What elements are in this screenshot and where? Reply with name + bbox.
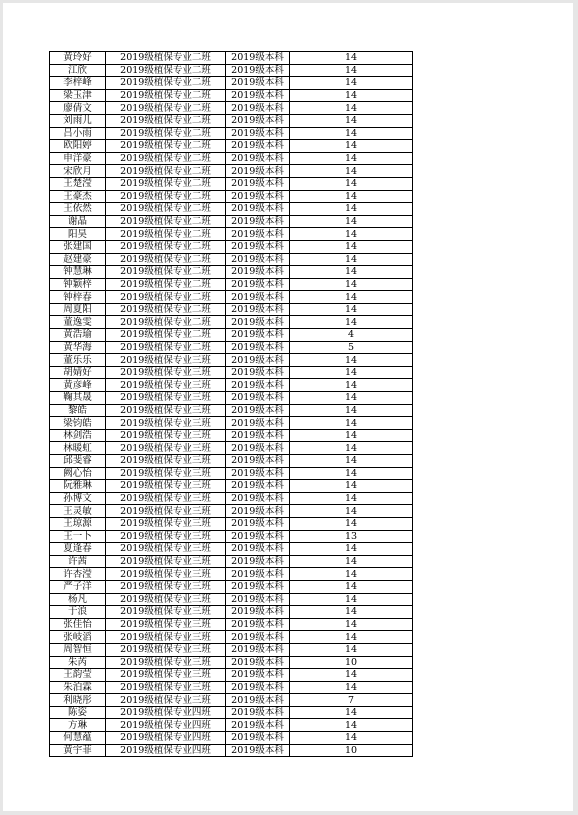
count-cell: 14 — [290, 64, 413, 77]
count-cell: 14 — [290, 203, 413, 216]
table-row — [50, 580, 413, 593]
grade-cell: 2019级本科 — [226, 228, 290, 241]
class-cell: 2019级植保专业二班 — [106, 152, 226, 165]
count-cell: 14 — [290, 580, 413, 593]
student-table-body — [50, 52, 413, 757]
count-cell: 14 — [290, 52, 413, 65]
class-cell: 2019级植保专业三班 — [106, 568, 226, 581]
table-row — [50, 706, 413, 719]
grade-cell: 2019级本科 — [226, 354, 290, 367]
class-cell: 2019级植保专业二班 — [106, 253, 226, 266]
table-row — [50, 165, 413, 178]
count-cell: 14 — [290, 240, 413, 253]
count-cell: 14 — [290, 681, 413, 694]
class-cell: 2019级植保专业三班 — [106, 392, 226, 405]
table-row — [50, 140, 413, 153]
student-name-cell: 王楚滢 — [50, 177, 106, 190]
student-name-cell: 朱芮 — [50, 656, 106, 669]
class-cell: 2019级植保专业三班 — [106, 643, 226, 656]
class-cell: 2019级植保专业二班 — [106, 203, 226, 216]
grade-cell: 2019级本科 — [226, 706, 290, 719]
grade-cell: 2019级本科 — [226, 580, 290, 593]
grade-cell: 2019级本科 — [226, 316, 290, 329]
grade-cell: 2019级本科 — [226, 392, 290, 405]
grade-cell: 2019级本科 — [226, 203, 290, 216]
student-name-cell: 利晓彤 — [50, 694, 106, 707]
count-cell: 14 — [290, 442, 413, 455]
table-row — [50, 606, 413, 619]
student-name-cell: 严子洋 — [50, 580, 106, 593]
table-row — [50, 643, 413, 656]
table-row — [50, 240, 413, 253]
table-row — [50, 618, 413, 631]
grade-cell: 2019级本科 — [226, 492, 290, 505]
student-name-cell: 张岐滔 — [50, 631, 106, 644]
table-row — [50, 341, 413, 354]
grade-cell: 2019级本科 — [226, 505, 290, 518]
grade-cell: 2019级本科 — [226, 530, 290, 543]
count-cell: 14 — [290, 719, 413, 732]
grade-cell: 2019级本科 — [226, 177, 290, 190]
count-cell: 14 — [290, 354, 413, 367]
table-row — [50, 253, 413, 266]
class-cell: 2019级植保专业三班 — [106, 480, 226, 493]
student-name-cell: 张建国 — [50, 240, 106, 253]
class-cell: 2019级植保专业三班 — [106, 530, 226, 543]
count-cell: 4 — [290, 329, 413, 342]
count-cell: 14 — [290, 77, 413, 90]
student-name-cell: 廖倩文 — [50, 102, 106, 115]
class-cell: 2019级植保专业二班 — [106, 127, 226, 140]
grade-cell: 2019级本科 — [226, 442, 290, 455]
count-cell: 14 — [290, 228, 413, 241]
table-row — [50, 555, 413, 568]
grade-cell: 2019级本科 — [226, 266, 290, 279]
student-name-cell: 王灵敏 — [50, 505, 106, 518]
table-row — [50, 303, 413, 316]
class-cell: 2019级植保专业三班 — [106, 517, 226, 530]
class-cell: 2019级植保专业二班 — [106, 52, 226, 65]
student-name-cell: 黄宇菲 — [50, 744, 106, 757]
student-name-cell: 梁玉津 — [50, 89, 106, 102]
student-name-cell: 宋欣月 — [50, 165, 106, 178]
table-row — [50, 455, 413, 468]
table-row — [50, 89, 413, 102]
grade-cell: 2019级本科 — [226, 341, 290, 354]
class-cell: 2019级植保专业二班 — [106, 291, 226, 304]
student-name-cell: 董逸雯 — [50, 316, 106, 329]
table-row — [50, 669, 413, 682]
count-cell: 14 — [290, 429, 413, 442]
grade-cell: 2019级本科 — [226, 127, 290, 140]
grade-cell: 2019级本科 — [226, 215, 290, 228]
class-cell: 2019级植保专业二班 — [106, 165, 226, 178]
class-cell: 2019级植保专业三班 — [106, 593, 226, 606]
class-cell: 2019级植保专业三班 — [106, 366, 226, 379]
table-row — [50, 530, 413, 543]
student-name-cell: 欧阳婷 — [50, 140, 106, 153]
count-cell: 14 — [290, 643, 413, 656]
table-row — [50, 656, 413, 669]
count-cell: 14 — [290, 618, 413, 631]
grade-cell: 2019级本科 — [226, 404, 290, 417]
table-row — [50, 177, 413, 190]
table-row — [50, 203, 413, 216]
student-name-cell: 梁钧皓 — [50, 417, 106, 430]
grade-cell: 2019级本科 — [226, 669, 290, 682]
class-cell: 2019级植保专业二班 — [106, 341, 226, 354]
grade-cell: 2019级本科 — [226, 517, 290, 530]
student-name-cell: 钟颖梓 — [50, 278, 106, 291]
grade-cell: 2019级本科 — [226, 606, 290, 619]
count-cell: 14 — [290, 517, 413, 530]
grade-cell: 2019级本科 — [226, 744, 290, 757]
count-cell: 14 — [290, 140, 413, 153]
class-cell: 2019级植保专业二班 — [106, 140, 226, 153]
student-name-cell: 王依然 — [50, 203, 106, 216]
student-name-cell: 钟梓春 — [50, 291, 106, 304]
student-name-cell: 王琼源 — [50, 517, 106, 530]
count-cell: 14 — [290, 114, 413, 127]
student-name-cell: 申洋豪 — [50, 152, 106, 165]
class-cell: 2019级植保专业三班 — [106, 417, 226, 430]
student-name-cell: 鞠其晟 — [50, 392, 106, 405]
class-cell: 2019级植保专业二班 — [106, 316, 226, 329]
class-cell: 2019级植保专业三班 — [106, 669, 226, 682]
student-name-cell: 黄彦峰 — [50, 379, 106, 392]
class-cell: 2019级植保专业三班 — [106, 618, 226, 631]
student-name-cell: 阳昊 — [50, 228, 106, 241]
count-cell: 14 — [290, 379, 413, 392]
grade-cell: 2019级本科 — [226, 429, 290, 442]
count-cell: 14 — [290, 669, 413, 682]
student-name-cell: 李梓峰 — [50, 77, 106, 90]
grade-cell: 2019级本科 — [226, 732, 290, 745]
table-row — [50, 681, 413, 694]
count-cell: 14 — [290, 190, 413, 203]
student-name-cell: 黄浩瑜 — [50, 329, 106, 342]
count-cell: 14 — [290, 127, 413, 140]
grade-cell: 2019级本科 — [226, 543, 290, 556]
grade-cell: 2019级本科 — [226, 89, 290, 102]
grade-cell: 2019级本科 — [226, 366, 290, 379]
grade-cell: 2019级本科 — [226, 656, 290, 669]
class-cell: 2019级植保专业三班 — [106, 580, 226, 593]
table-row — [50, 77, 413, 90]
table-row — [50, 694, 413, 707]
student-name-cell: 林暖虹 — [50, 442, 106, 455]
student-name-cell: 胡婧好 — [50, 366, 106, 379]
grade-cell: 2019级本科 — [226, 719, 290, 732]
table-row — [50, 480, 413, 493]
student-name-cell: 方琳 — [50, 719, 106, 732]
count-cell: 14 — [290, 404, 413, 417]
student-name-cell: 许杏滢 — [50, 568, 106, 581]
class-cell: 2019级植保专业三班 — [106, 354, 226, 367]
count-cell: 14 — [290, 568, 413, 581]
class-cell: 2019级植保专业二班 — [106, 278, 226, 291]
table-row — [50, 404, 413, 417]
count-cell: 10 — [290, 656, 413, 669]
class-cell: 2019级植保专业二班 — [106, 329, 226, 342]
grade-cell: 2019级本科 — [226, 631, 290, 644]
table-row — [50, 64, 413, 77]
table-row — [50, 190, 413, 203]
class-cell: 2019级植保专业二班 — [106, 215, 226, 228]
grade-cell: 2019级本科 — [226, 303, 290, 316]
grade-cell: 2019级本科 — [226, 64, 290, 77]
class-cell: 2019级植保专业三班 — [106, 505, 226, 518]
student-name-cell: 钟慧琳 — [50, 266, 106, 279]
class-cell: 2019级植保专业四班 — [106, 719, 226, 732]
count-cell: 14 — [290, 89, 413, 102]
class-cell: 2019级植保专业三班 — [106, 694, 226, 707]
count-cell: 14 — [290, 492, 413, 505]
count-cell: 7 — [290, 694, 413, 707]
student-name-cell: 邱斐睿 — [50, 455, 106, 468]
table-row — [50, 631, 413, 644]
class-cell: 2019级植保专业二班 — [106, 177, 226, 190]
grade-cell: 2019级本科 — [226, 379, 290, 392]
class-cell: 2019级植保专业二班 — [106, 114, 226, 127]
student-name-cell: 孙博文 — [50, 492, 106, 505]
table-row — [50, 266, 413, 279]
count-cell: 14 — [290, 606, 413, 619]
count-cell: 14 — [290, 706, 413, 719]
student-name-cell: 王豪杰 — [50, 190, 106, 203]
student-name-cell: 王韵莹 — [50, 669, 106, 682]
table-row — [50, 278, 413, 291]
grade-cell: 2019级本科 — [226, 417, 290, 430]
grade-cell: 2019级本科 — [226, 190, 290, 203]
class-cell: 2019级植保专业四班 — [106, 706, 226, 719]
grade-cell: 2019级本科 — [226, 152, 290, 165]
table-row — [50, 102, 413, 115]
class-cell: 2019级植保专业三班 — [106, 442, 226, 455]
student-name-cell: 阮雅琳 — [50, 480, 106, 493]
grade-cell: 2019级本科 — [226, 140, 290, 153]
table-row — [50, 593, 413, 606]
class-cell: 2019级植保专业三班 — [106, 543, 226, 556]
table-row — [50, 392, 413, 405]
table-row — [50, 492, 413, 505]
student-name-cell: 吕小雨 — [50, 127, 106, 140]
count-cell: 13 — [290, 530, 413, 543]
student-name-cell: 朱泊霖 — [50, 681, 106, 694]
student-name-cell: 阙心怡 — [50, 467, 106, 480]
grade-cell: 2019级本科 — [226, 114, 290, 127]
table-row — [50, 127, 413, 140]
grade-cell: 2019级本科 — [226, 165, 290, 178]
grade-cell: 2019级本科 — [226, 681, 290, 694]
class-cell: 2019级植保专业三班 — [106, 606, 226, 619]
count-cell: 14 — [290, 455, 413, 468]
student-name-cell: 刘雨儿 — [50, 114, 106, 127]
count-cell: 14 — [290, 152, 413, 165]
class-cell: 2019级植保专业三班 — [106, 681, 226, 694]
class-cell: 2019级植保专业三班 — [106, 467, 226, 480]
student-name-cell: 张佳怡 — [50, 618, 106, 631]
class-cell: 2019级植保专业二班 — [106, 228, 226, 241]
student-name-cell: 周夏阳 — [50, 303, 106, 316]
class-cell: 2019级植保专业三班 — [106, 379, 226, 392]
class-cell: 2019级植保专业二班 — [106, 102, 226, 115]
class-cell: 2019级植保专业二班 — [106, 89, 226, 102]
class-cell: 2019级植保专业二班 — [106, 266, 226, 279]
table-row — [50, 379, 413, 392]
grade-cell: 2019级本科 — [226, 643, 290, 656]
table-row — [50, 354, 413, 367]
count-cell: 5 — [290, 341, 413, 354]
student-name-cell: 赵建豪 — [50, 253, 106, 266]
class-cell: 2019级植保专业四班 — [106, 744, 226, 757]
student-name-cell: 夏逢春 — [50, 543, 106, 556]
student-name-cell: 何慧蕴 — [50, 732, 106, 745]
count-cell: 14 — [290, 366, 413, 379]
count-cell: 14 — [290, 316, 413, 329]
class-cell: 2019级植保专业三班 — [106, 429, 226, 442]
student-name-cell: 黎皓 — [50, 404, 106, 417]
student-name-cell: 江欣 — [50, 64, 106, 77]
class-cell: 2019级植保专业二班 — [106, 64, 226, 77]
student-table — [49, 51, 413, 757]
table-row — [50, 744, 413, 757]
class-cell: 2019级植保专业三班 — [106, 404, 226, 417]
grade-cell: 2019级本科 — [226, 52, 290, 65]
grade-cell: 2019级本科 — [226, 694, 290, 707]
table-row — [50, 152, 413, 165]
class-cell: 2019级植保专业二班 — [106, 190, 226, 203]
table-row — [50, 719, 413, 732]
table-row — [50, 291, 413, 304]
grade-cell: 2019级本科 — [226, 480, 290, 493]
table-row — [50, 467, 413, 480]
count-cell: 14 — [290, 165, 413, 178]
count-cell: 14 — [290, 392, 413, 405]
grade-cell: 2019级本科 — [226, 618, 290, 631]
count-cell: 14 — [290, 593, 413, 606]
student-name-cell: 林剑浩 — [50, 429, 106, 442]
grade-cell: 2019级本科 — [226, 467, 290, 480]
class-cell: 2019级植保专业三班 — [106, 631, 226, 644]
student-name-cell: 董乐乐 — [50, 354, 106, 367]
class-cell: 2019级植保专业三班 — [106, 656, 226, 669]
student-name-cell: 许茜 — [50, 555, 106, 568]
table-row — [50, 505, 413, 518]
count-cell: 14 — [290, 102, 413, 115]
grade-cell: 2019级本科 — [226, 455, 290, 468]
table-row — [50, 52, 413, 65]
table-row — [50, 329, 413, 342]
grade-cell: 2019级本科 — [226, 568, 290, 581]
count-cell: 14 — [290, 278, 413, 291]
grade-cell: 2019级本科 — [226, 278, 290, 291]
grade-cell: 2019级本科 — [226, 77, 290, 90]
table-row — [50, 429, 413, 442]
count-cell: 14 — [290, 266, 413, 279]
grade-cell: 2019级本科 — [226, 102, 290, 115]
class-cell: 2019级植保专业三班 — [106, 492, 226, 505]
table-row — [50, 215, 413, 228]
class-cell: 2019级植保专业二班 — [106, 77, 226, 90]
count-cell: 14 — [290, 505, 413, 518]
table-row — [50, 517, 413, 530]
table-row — [50, 417, 413, 430]
table-row — [50, 366, 413, 379]
class-cell: 2019级植保专业二班 — [106, 240, 226, 253]
count-cell: 14 — [290, 303, 413, 316]
class-cell: 2019级植保专业三班 — [106, 455, 226, 468]
student-name-cell: 陈姿 — [50, 706, 106, 719]
student-name-cell: 于浪 — [50, 606, 106, 619]
count-cell: 14 — [290, 215, 413, 228]
count-cell: 14 — [290, 631, 413, 644]
table-row — [50, 114, 413, 127]
table-row — [50, 228, 413, 241]
table-row — [50, 568, 413, 581]
grade-cell: 2019级本科 — [226, 329, 290, 342]
grade-cell: 2019级本科 — [226, 291, 290, 304]
count-cell: 14 — [290, 291, 413, 304]
table-row — [50, 732, 413, 745]
count-cell: 14 — [290, 480, 413, 493]
grade-cell: 2019级本科 — [226, 555, 290, 568]
table-row — [50, 543, 413, 556]
count-cell: 10 — [290, 744, 413, 757]
student-name-cell: 杨凡 — [50, 593, 106, 606]
class-cell: 2019级植保专业三班 — [106, 555, 226, 568]
student-name-cell: 周智恒 — [50, 643, 106, 656]
count-cell: 14 — [290, 555, 413, 568]
class-cell: 2019级植保专业二班 — [106, 303, 226, 316]
count-cell: 14 — [290, 177, 413, 190]
grade-cell: 2019级本科 — [226, 593, 290, 606]
grade-cell: 2019级本科 — [226, 253, 290, 266]
class-cell: 2019级植保专业四班 — [106, 732, 226, 745]
document-page — [3, 3, 573, 811]
count-cell: 14 — [290, 253, 413, 266]
count-cell: 14 — [290, 417, 413, 430]
grade-cell: 2019级本科 — [226, 240, 290, 253]
table-row — [50, 316, 413, 329]
count-cell: 14 — [290, 732, 413, 745]
student-name-cell: 黄玲好 — [50, 52, 106, 65]
student-name-cell: 王一卜 — [50, 530, 106, 543]
table-row — [50, 442, 413, 455]
count-cell: 14 — [290, 467, 413, 480]
student-name-cell: 黄华海 — [50, 341, 106, 354]
count-cell: 14 — [290, 543, 413, 556]
student-name-cell: 谢晶 — [50, 215, 106, 228]
